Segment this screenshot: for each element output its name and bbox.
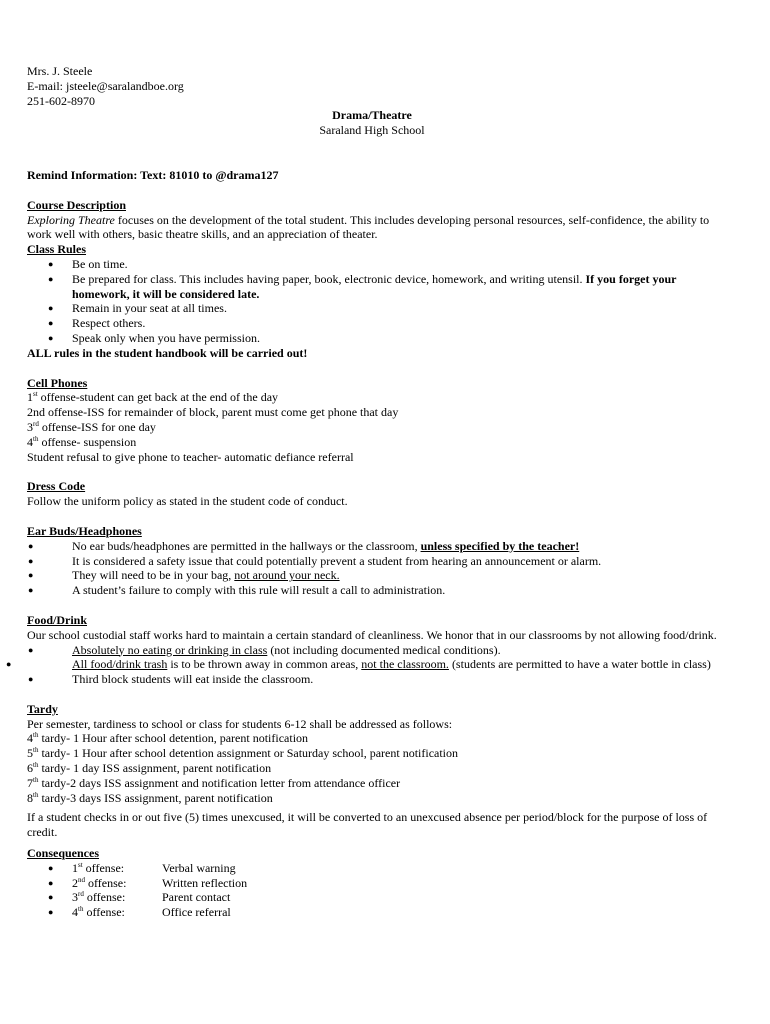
ordinal-num: 4 [27, 731, 33, 746]
consequence-value: Parent contact [162, 890, 231, 905]
class-rules-heading: Class Rules [27, 242, 87, 257]
ordinal-suffix: rd [33, 419, 39, 428]
ordinal-num: 2nd [27, 405, 45, 420]
ordinal-num: 3 [27, 419, 33, 434]
ordinal-num: 7 [27, 775, 33, 790]
consequence-value: Office referral [162, 905, 231, 920]
school-name: Saraland High School [319, 123, 425, 138]
course-description-heading: Course Description [27, 197, 126, 212]
food-drink-text: (not including documented medical conditions). [267, 642, 501, 657]
class-rules-footer: ALL rules in the student handbook will be carried out! [27, 345, 308, 360]
ear-buds-underlined: not around your neck. [234, 568, 340, 583]
ear-buds-heading: Ear Buds/Headphones [27, 523, 142, 538]
tardy-line [27, 761, 717, 776]
consequence-label: offense: [83, 905, 125, 920]
list-item: ● Speak only when you have permission. [72, 331, 717, 346]
ordinal-num: 1 [72, 860, 78, 875]
cell-phone-text: offense-student can get back at the end of the day [37, 390, 279, 405]
ordinal-suffix: th [33, 746, 39, 755]
tardy-text: tardy-2 days ISS assignment and notification letter from attendance officer [38, 775, 401, 790]
ordinal-num: 4 [27, 434, 33, 449]
dress-code-heading: Dress Code [27, 479, 86, 494]
cell-phones-heading: Cell Phones [27, 375, 88, 390]
ordinal-num: 1 [27, 390, 33, 405]
ordinal-suffix: st [78, 860, 83, 869]
class-rules-list [27, 257, 717, 346]
food-drink-underlined: All food/drink trash [72, 657, 168, 672]
course-title-italic: Exploring Theatre [27, 212, 115, 227]
ordinal-suffix: th [33, 790, 39, 799]
tardy-text: tardy- 1 day ISS assignment, parent notification [38, 761, 272, 776]
ordinal-suffix: th [33, 731, 39, 740]
dress-code-text: Follow the uniform policy as stated in the student code of conduct. [27, 494, 348, 509]
cell-phone-line [27, 390, 717, 405]
list-item [72, 905, 717, 920]
list-item: ● Respect others. [72, 316, 717, 331]
consequence-label: offense: [83, 890, 126, 905]
remind-info: Remind Information: Text: 81010 to @drama127 [27, 167, 279, 182]
ordinal-suffix: rd [78, 890, 84, 899]
list-item [72, 890, 717, 905]
food-drink-list [27, 643, 717, 687]
rule-prepared-bold: If you forget your homework, it will be considered late. [72, 271, 677, 301]
ordinal-num: 8 [27, 790, 33, 805]
list-item [72, 539, 717, 554]
list-item: ● It is considered a safety issue that could potentially prevent a student from hearing an announcement or alarm. [72, 554, 717, 569]
ordinal-suffix: st [33, 390, 38, 399]
ordinal-suffix: th [78, 905, 84, 914]
food-drink-text: is to be thrown away in common areas, [167, 657, 362, 672]
tardy-line [27, 731, 717, 746]
syllabus-page [27, 64, 717, 920]
food-drink-underlined: Absolutely no eating or drinking in class [72, 642, 268, 657]
consequence-label: offense: [85, 875, 127, 890]
cell-phone-text: offense-ISS for remainder of block, parent must come get phone that day [45, 405, 399, 420]
food-drink-underlined: not the classroom. [361, 657, 449, 672]
list-item: ● A student’s failure to comply with this rule will result a call to administration. [72, 583, 717, 598]
teacher-name: Mrs. J. Steele [27, 64, 93, 78]
food-drink-text: (students are permitted to have a water bottle in class) [448, 657, 711, 672]
tardy-line [27, 776, 717, 791]
list-item [50, 657, 717, 672]
consequences-list [27, 861, 717, 920]
ordinal-num: 2 [72, 875, 78, 890]
food-drink-intro: Our school custodial staff works hard to maintain a certain standard of cleanliness. We honor that in our classrooms by not allowing food/drink. [27, 627, 717, 642]
tardy-text: tardy-3 days ISS assignment, parent notification [38, 790, 273, 805]
ordinal-suffix: th [33, 761, 39, 770]
consequence-value: Written reflection [162, 875, 248, 890]
cell-phone-text: offense- suspension [38, 434, 137, 449]
ear-buds-list [27, 539, 717, 598]
list-item [72, 876, 717, 891]
tardy-text: tardy- 1 Hour after school detention assignment or Saturday school, parent notification [38, 746, 459, 761]
food-drink-heading: Food/Drink [27, 612, 88, 627]
list-item: ● Be on time. [72, 257, 717, 272]
ear-buds-text: They will need to be in your bag, [72, 568, 235, 583]
teacher-email: E-mail: jsteele@saralandboe.org [27, 78, 184, 93]
tardy-intro: Per semester, tardiness to school or class for students 6-12 shall be addressed as follows: [27, 716, 453, 731]
consequences-heading: Consequences [27, 846, 100, 861]
cell-phone-line [27, 420, 717, 435]
list-item: ● Third block students will eat inside the classroom. [72, 672, 717, 687]
ordinal-num: 6 [27, 761, 33, 776]
list-item [72, 861, 717, 876]
consequence-value: Verbal warning [162, 860, 236, 875]
tardy-line [27, 791, 717, 806]
ordinal-suffix: th [33, 434, 39, 443]
consequence-label: offense: [82, 860, 125, 875]
list-item [72, 272, 717, 302]
cell-phone-refusal: Student refusal to give phone to teacher- automatic defiance referral [27, 449, 354, 464]
ear-buds-text: No ear buds/headphones are permitted in the hallways or the classroom, [72, 538, 421, 553]
ear-buds-emphasis: unless specified by the teacher! [420, 538, 580, 553]
tardy-line [27, 746, 717, 761]
ordinal-suffix: nd [78, 875, 85, 884]
tardy-text: tardy- 1 Hour after school detention, parent notification [38, 731, 309, 746]
cell-phone-line [27, 405, 717, 420]
ordinal-num: 5 [27, 746, 33, 761]
ordinal-num: 4 [72, 905, 78, 920]
course-description-text [27, 213, 717, 243]
rule-prepared-text: Be prepared for class. This includes having paper, book, electronic device, homework, and writing utensil. [72, 271, 586, 286]
list-item [72, 568, 717, 583]
list-item [72, 643, 717, 658]
teacher-phone: 251-602-8970 [27, 93, 95, 108]
list-item: ● Remain in your seat at all times. [72, 301, 717, 316]
cell-phone-text: offense-ISS for one day [38, 419, 156, 434]
course-description-body: focuses on the development of the total student. This includes developing personal resources, self-confidence, the ability to work well with others, basic theatre skills, and an appreciation of theater. [27, 212, 710, 242]
cell-phone-line [27, 435, 717, 450]
tardy-note: If a student checks in or out five (5) times unexcused, it will be converted to an unexcused absence per period/block for the purpose of loss of credit. [27, 810, 708, 840]
ordinal-num: 3 [72, 890, 78, 905]
ordinal-suffix: th [33, 775, 39, 784]
tardy-heading: Tardy [27, 701, 58, 716]
document-title: Drama/Theatre [332, 108, 412, 123]
